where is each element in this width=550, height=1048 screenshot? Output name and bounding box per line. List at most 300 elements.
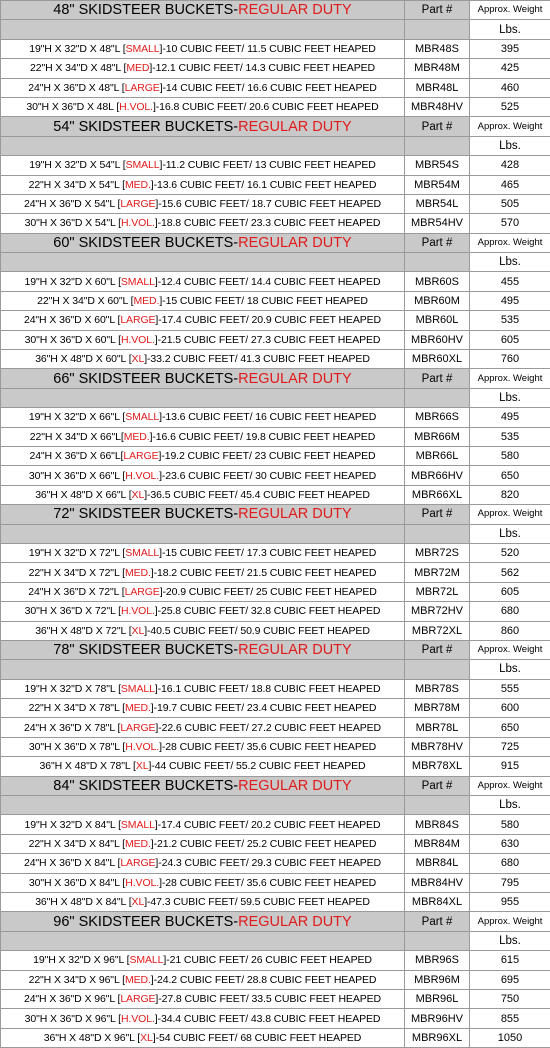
bucket-description	[1, 175, 405, 194]
part-number: MBR78XL	[405, 757, 470, 776]
section-title	[1, 369, 405, 388]
table-row	[1, 873, 550, 892]
part-number: MBR78S	[405, 679, 470, 698]
table-row	[1, 951, 550, 970]
bucket-dimensions: 30"H X 36"D X 48L [	[26, 101, 119, 113]
table-row	[1, 1028, 550, 1047]
blank-cell	[1, 931, 405, 950]
table-row	[1, 757, 550, 776]
bucket-capacity: ]-14 CUBIC FEET/ 16.6 CUBIC FEET HEAPED	[160, 82, 377, 94]
part-number: MBR84HV	[405, 873, 470, 892]
section-title	[1, 912, 405, 931]
section-unit-row	[1, 524, 550, 543]
section-header-row	[1, 912, 550, 931]
weight-unit-label: Lbs.	[470, 524, 550, 543]
bucket-dimensions: 30"H X 36"D X 54"L [	[25, 217, 121, 229]
part-number-header: Part #	[405, 776, 470, 795]
weight-header: Approx. Weight	[470, 117, 550, 136]
section-header-row	[1, 117, 550, 136]
bucket-size-class: H.VOL.	[121, 217, 155, 229]
bucket-capacity: ]-18.2 CUBIC FEET/ 21.5 CUBIC FEET HEAPED	[151, 567, 377, 579]
bucket-size-class: MED.	[125, 567, 151, 579]
bucket-capacity: ]-13.6 CUBIC FEET/ 16 CUBIC FEET HEAPED	[159, 411, 376, 423]
section-title-duty: REGULAR DUTY	[238, 642, 352, 658]
bucket-size-class: MED.	[125, 179, 151, 191]
table-row	[1, 427, 550, 446]
bucket-capacity: ]-47.3 CUBIC FEET/ 59.5 CUBIC FEET HEAPED	[144, 896, 370, 908]
part-number-header: Part #	[405, 640, 470, 659]
bucket-capacity: ]-12.1 CUBIC FEET/ 14.3 CUBIC FEET HEAPED	[149, 62, 375, 74]
bucket-description	[1, 854, 405, 873]
bucket-size-class: H.VOL.	[121, 1013, 155, 1025]
bucket-capacity: ]-54 CUBIC FEET/ 68 CUBIC FEET HEAPED	[153, 1032, 362, 1044]
blank-cell	[1, 796, 405, 815]
bucket-capacity: ]-40.5 CUBIC FEET/ 50.9 CUBIC FEET HEAPED	[144, 625, 370, 637]
bucket-size-class: MED.	[125, 974, 151, 986]
bucket-size-class: SMALL	[125, 547, 159, 559]
part-number: MBR60XL	[405, 350, 470, 369]
bucket-dimensions: 36"H X 48"D X 84"L [	[35, 896, 131, 908]
table-row	[1, 892, 550, 911]
bucket-dimensions: 36"H X 48"D X 60"L [	[35, 353, 131, 365]
table-row	[1, 854, 550, 873]
bucket-capacity: ]-23.6 CUBIC FEET/ 30 CUBIC FEET HEAPED	[159, 470, 376, 482]
table-row	[1, 679, 550, 698]
bucket-size-class: H.VOL.	[121, 605, 155, 617]
approx-weight: 495	[470, 408, 550, 427]
approx-weight: 395	[470, 39, 550, 58]
part-number: MBR60HV	[405, 330, 470, 349]
bucket-capacity: ]-17.4 CUBIC FEET/ 20.2 CUBIC FEET HEAPED	[155, 819, 381, 831]
blank-cell	[405, 524, 470, 543]
weight-unit-label: Lbs.	[470, 660, 550, 679]
approx-weight: 860	[470, 621, 550, 640]
section-unit-row	[1, 136, 550, 155]
bucket-dimensions: 19"H X 32"D X 96"L [	[33, 954, 129, 966]
part-number-header: Part #	[405, 505, 470, 524]
bucket-description	[1, 989, 405, 1008]
bucket-size-class: H.VOL.	[119, 101, 153, 113]
section-header-row	[1, 640, 550, 659]
part-number: MBR96XL	[405, 1028, 470, 1047]
table-row	[1, 970, 550, 989]
approx-weight: 725	[470, 737, 550, 756]
bucket-dimensions: 30"H X 36"D X 60"L [	[25, 334, 121, 346]
bucket-size-class: LARGE	[125, 586, 160, 598]
section-title-duty: REGULAR DUTY	[238, 914, 352, 930]
bucket-capacity: ]-15 CUBIC FEET/ 18 CUBIC FEET HEAPED	[159, 295, 368, 307]
approx-weight: 562	[470, 563, 550, 582]
bucket-description	[1, 834, 405, 853]
bucket-capacity: ]-16.8 CUBIC FEET/ 20.6 CUBIC FEET HEAPED	[153, 101, 379, 113]
approx-weight: 855	[470, 1009, 550, 1028]
table-row	[1, 602, 550, 621]
part-number: MBR72HV	[405, 602, 470, 621]
part-number: MBR96S	[405, 951, 470, 970]
table-row	[1, 59, 550, 78]
part-number: MBR78L	[405, 718, 470, 737]
table-row	[1, 1009, 550, 1028]
bucket-description	[1, 427, 405, 446]
bucket-description	[1, 757, 405, 776]
bucket-description	[1, 194, 405, 213]
approx-weight: 750	[470, 989, 550, 1008]
bucket-size-class: XL	[132, 896, 145, 908]
approx-weight: 465	[470, 175, 550, 194]
blank-cell	[405, 796, 470, 815]
approx-weight: 555	[470, 679, 550, 698]
part-number: MBR48HV	[405, 97, 470, 116]
bucket-dimensions: 36"H X 48"D X 72"L [	[35, 625, 131, 637]
bucket-capacity: ]-15 CUBIC FEET/ 17.3 CUBIC FEET HEAPED	[159, 547, 376, 559]
bucket-dimensions: 36"H X 48"D X 78"L [	[39, 760, 135, 772]
blank-cell	[1, 253, 405, 272]
section-unit-row	[1, 20, 550, 39]
approx-weight: 580	[470, 815, 550, 834]
bucket-dimensions: 24"H X 36"D X 54"L [	[24, 198, 120, 210]
bucket-dimensions: 19"H X 32"D X 54"L [	[29, 159, 125, 171]
approx-weight: 1050	[470, 1028, 550, 1047]
section-header-row	[1, 233, 550, 252]
bucket-size-class: H.VOL.	[125, 877, 159, 889]
part-number: MBR96HV	[405, 1009, 470, 1028]
bucket-description	[1, 1009, 405, 1028]
part-number: MBR48S	[405, 39, 470, 58]
weight-unit-label: Lbs.	[470, 253, 550, 272]
part-number: MBR96M	[405, 970, 470, 989]
blank-cell	[405, 253, 470, 272]
bucket-size-class: LARGE	[125, 82, 160, 94]
table-row	[1, 563, 550, 582]
table-row	[1, 621, 550, 640]
bucket-description	[1, 156, 405, 175]
section-title	[1, 117, 405, 136]
section-title	[1, 505, 405, 524]
bucket-capacity: ]-36.5 CUBIC FEET/ 45.4 CUBIC FEET HEAPED	[144, 489, 370, 501]
bucket-description	[1, 873, 405, 892]
bucket-capacity: ]-21.5 CUBIC FEET/ 27.3 CUBIC FEET HEAPED	[155, 334, 381, 346]
part-number: MBR54M	[405, 175, 470, 194]
bucket-size-class: LARGE	[120, 722, 155, 734]
bucket-capacity: ]-20.9 CUBIC FEET/ 25 CUBIC FEET HEAPED	[160, 586, 377, 598]
approx-weight: 760	[470, 350, 550, 369]
part-number: MBR66XL	[405, 485, 470, 504]
blank-cell	[1, 388, 405, 407]
part-number: MBR78M	[405, 699, 470, 718]
bucket-capacity: ]-33.2 CUBIC FEET/ 41.3 CUBIC FEET HEAPED	[144, 353, 370, 365]
bucket-capacity: ]-19.2 CUBIC FEET/ 23 CUBIC FEET HEAPED	[158, 450, 375, 462]
bucket-capacity: ]-21.2 CUBIC FEET/ 25.2 CUBIC FEET HEAPED	[151, 838, 377, 850]
approx-weight: 605	[470, 582, 550, 601]
bucket-description	[1, 718, 405, 737]
bucket-dimensions: 22"H X 34"D X 96"L [	[29, 974, 125, 986]
bucket-description	[1, 291, 405, 310]
approx-weight: 915	[470, 757, 550, 776]
table-row	[1, 485, 550, 504]
approx-weight: 455	[470, 272, 550, 291]
part-number-header: Part #	[405, 1, 470, 20]
bucket-size-class: H.VOL.	[125, 470, 159, 482]
table-row	[1, 815, 550, 834]
part-number: MBR84S	[405, 815, 470, 834]
approx-weight: 695	[470, 970, 550, 989]
bucket-capacity: ]-24.3 CUBIC FEET/ 29.3 CUBIC FEET HEAPED	[155, 857, 381, 869]
bucket-dimensions: 19"H X 32"D X 72"L [	[29, 547, 125, 559]
table-row	[1, 543, 550, 562]
approx-weight: 615	[470, 951, 550, 970]
bucket-size-class: MED.	[125, 838, 151, 850]
bucket-size-class: SMALL	[126, 159, 160, 171]
bucket-size-class: XL	[132, 353, 145, 365]
section-title-duty: REGULAR DUTY	[238, 2, 352, 18]
table-row	[1, 97, 550, 116]
bucket-dimensions: 22"H X 34"D X 66"L[	[30, 431, 124, 443]
weight-header: Approx. Weight	[470, 640, 550, 659]
bucket-dimensions: 19"H X 32"D X 60"L [	[25, 276, 121, 288]
bucket-dimensions: 24"H X 36"D X 96"L [	[24, 993, 120, 1005]
bucket-capacity: ]-19.7 CUBIC FEET/ 23.4 CUBIC FEET HEAPED	[151, 702, 377, 714]
section-title-duty: REGULAR DUTY	[238, 506, 352, 522]
table-row	[1, 582, 550, 601]
part-number: MBR60S	[405, 272, 470, 291]
bucket-dimensions: 22"H X 34"D X 48"L [	[30, 62, 126, 74]
bucket-capacity: ]-24.2 CUBIC FEET/ 28.8 CUBIC FEET HEAPED	[151, 974, 377, 986]
bucket-size-class: H.VOL.	[121, 334, 155, 346]
bucket-capacity: ]-13.6 CUBIC FEET/ 16.1 CUBIC FEET HEAPED	[151, 179, 377, 191]
part-number: MBR60M	[405, 291, 470, 310]
approx-weight: 650	[470, 466, 550, 485]
section-title-duty: REGULAR DUTY	[238, 119, 352, 135]
bucket-capacity: ]-28 CUBIC FEET/ 35.6 CUBIC FEET HEAPED	[159, 741, 376, 753]
part-number: MBR54L	[405, 194, 470, 213]
table-row	[1, 408, 550, 427]
bucket-description	[1, 214, 405, 233]
table-body	[1, 1, 550, 1048]
table-row	[1, 272, 550, 291]
table-row	[1, 834, 550, 853]
part-number: MBR72L	[405, 582, 470, 601]
bucket-size-class: LARGE	[123, 450, 158, 462]
approx-weight: 460	[470, 78, 550, 97]
approx-weight: 630	[470, 834, 550, 853]
section-unit-row	[1, 660, 550, 679]
bucket-dimensions: 24"H X 36"D X 84"L [	[24, 857, 120, 869]
part-number: MBR72M	[405, 563, 470, 582]
section-header-row	[1, 1, 550, 20]
bucket-description	[1, 563, 405, 582]
part-number: MBR66HV	[405, 466, 470, 485]
section-header-row	[1, 776, 550, 795]
bucket-description	[1, 951, 405, 970]
bucket-dimensions: 36"H X 48"D X 96"L [	[44, 1032, 140, 1044]
section-unit-row	[1, 388, 550, 407]
approx-weight: 820	[470, 485, 550, 504]
section-header-row	[1, 369, 550, 388]
section-title-size: 96" SKIDSTEER BUCKETS-	[53, 914, 238, 930]
blank-cell	[1, 136, 405, 155]
bucket-size-class: SMALL	[129, 954, 163, 966]
table-row	[1, 699, 550, 718]
approx-weight: 605	[470, 330, 550, 349]
bucket-dimensions: 30"H X 36"D X 72"L [	[25, 605, 121, 617]
bucket-size-class: MED.	[134, 295, 160, 307]
section-unit-row	[1, 796, 550, 815]
section-title-size: 78" SKIDSTEER BUCKETS-	[53, 642, 238, 658]
part-number: MBR72XL	[405, 621, 470, 640]
blank-cell	[405, 20, 470, 39]
approx-weight: 535	[470, 311, 550, 330]
weight-header: Approx. Weight	[470, 505, 550, 524]
weight-unit-label: Lbs.	[470, 931, 550, 950]
blank-cell	[405, 660, 470, 679]
bucket-size-class: LARGE	[120, 857, 155, 869]
part-number: MBR66S	[405, 408, 470, 427]
weight-unit-label: Lbs.	[470, 388, 550, 407]
bucket-dimensions: 22"H X 34"D X 72"L [	[29, 567, 125, 579]
bucket-dimensions: 30"H X 36"D X 78"L [	[29, 741, 125, 753]
bucket-size-class: XL	[132, 489, 145, 501]
approx-weight: 495	[470, 291, 550, 310]
bucket-dimensions: 36"H X 48"D X 66"L [	[35, 489, 131, 501]
part-number: MBR84L	[405, 854, 470, 873]
weight-header: Approx. Weight	[470, 1, 550, 20]
section-title-duty: REGULAR DUTY	[238, 235, 352, 251]
bucket-dimensions: 19"H X 32"D X 66"L [	[29, 411, 125, 423]
part-number: MBR48M	[405, 59, 470, 78]
bucket-description	[1, 737, 405, 756]
section-title-size: 54" SKIDSTEER BUCKETS-	[53, 119, 238, 135]
table-row	[1, 194, 550, 213]
section-title-size: 66" SKIDSTEER BUCKETS-	[53, 371, 238, 387]
table-row	[1, 330, 550, 349]
bucket-capacity: ]-16.1 CUBIC FEET/ 18.8 CUBIC FEET HEAPED	[155, 683, 381, 695]
bucket-description	[1, 699, 405, 718]
bucket-size-class: LARGE	[120, 993, 155, 1005]
table-row	[1, 989, 550, 1008]
weight-unit-label: Lbs.	[470, 20, 550, 39]
approx-weight: 505	[470, 194, 550, 213]
bucket-capacity: ]-10 CUBIC FEET/ 11.5 CUBIC FEET HEAPED	[160, 43, 376, 55]
bucket-capacity: ]-16.6 CUBIC FEET/ 19.8 CUBIC FEET HEAPED	[150, 431, 376, 443]
approx-weight: 680	[470, 602, 550, 621]
bucket-capacity: ]-15.6 CUBIC FEET/ 18.7 CUBIC FEET HEAPED	[155, 198, 381, 210]
part-number-header: Part #	[405, 117, 470, 136]
bucket-size-class: MED.	[125, 702, 151, 714]
bucket-description	[1, 543, 405, 562]
bucket-capacity: ]-17.4 CUBIC FEET/ 20.9 CUBIC FEET HEAPED	[155, 314, 381, 326]
approx-weight: 535	[470, 427, 550, 446]
table-row	[1, 311, 550, 330]
bucket-dimensions: 24"H X 36"D X 48"L [	[28, 82, 124, 94]
bucket-description	[1, 602, 405, 621]
bucket-size-class: SMALL	[126, 43, 160, 55]
table-row	[1, 156, 550, 175]
weight-header: Approx. Weight	[470, 369, 550, 388]
bucket-capacity: ]-27.8 CUBIC FEET/ 33.5 CUBIC FEET HEAPED	[155, 993, 381, 1005]
part-number: MBR66L	[405, 446, 470, 465]
approx-weight: 795	[470, 873, 550, 892]
approx-weight: 425	[470, 59, 550, 78]
blank-cell	[405, 136, 470, 155]
bucket-dimensions: 30"H X 36"D X 66"L [	[29, 470, 125, 482]
bucket-capacity: ]-21 CUBIC FEET/ 26 CUBIC FEET HEAPED	[163, 954, 372, 966]
weight-unit-label: Lbs.	[470, 136, 550, 155]
bucket-dimensions: 22"H X 34"D X 78"L [	[29, 702, 125, 714]
blank-cell	[405, 931, 470, 950]
bucket-dimensions: 22"H X 34"D X 54"L [	[29, 179, 125, 191]
blank-cell	[1, 20, 405, 39]
bucket-capacity: ]-18.8 CUBIC FEET/ 23.3 CUBIC FEET HEAPED	[155, 217, 381, 229]
part-number: MBR54HV	[405, 214, 470, 233]
bucket-dimensions: 30"H X 36"D X 96"L [	[25, 1013, 121, 1025]
bucket-dimensions: 24"H X 36"D X 78"L [	[24, 722, 120, 734]
bucket-dimensions: 24"H X 36"D X 66"L[	[29, 450, 123, 462]
bucket-capacity: ]-22.6 CUBIC FEET/ 27.2 CUBIC FEET HEAPED	[155, 722, 381, 734]
bucket-description	[1, 1028, 405, 1047]
part-number: MBR78HV	[405, 737, 470, 756]
bucket-dimensions: 22"H X 34"D X 84"L [	[29, 838, 125, 850]
table-row	[1, 214, 550, 233]
approx-weight: 520	[470, 543, 550, 562]
bucket-size-class: XL	[136, 760, 149, 772]
table-row	[1, 78, 550, 97]
part-number: MBR54S	[405, 156, 470, 175]
table-row	[1, 175, 550, 194]
bucket-dimensions: 24"H X 36"D X 60"L [	[24, 314, 120, 326]
bucket-description	[1, 582, 405, 601]
bucket-capacity: ]-34.4 CUBIC FEET/ 43.8 CUBIC FEET HEAPED	[155, 1013, 381, 1025]
bucket-size-class: LARGE	[120, 198, 155, 210]
section-title-size: 72" SKIDSTEER BUCKETS-	[53, 506, 238, 522]
section-title-duty: REGULAR DUTY	[238, 778, 352, 794]
blank-cell	[1, 660, 405, 679]
weight-header: Approx. Weight	[470, 233, 550, 252]
bucket-description	[1, 78, 405, 97]
section-title-size: 84" SKIDSTEER BUCKETS-	[53, 778, 238, 794]
bucket-size-class: SMALL	[121, 683, 155, 695]
part-number-header: Part #	[405, 912, 470, 931]
approx-weight: 680	[470, 854, 550, 873]
bucket-description	[1, 815, 405, 834]
approx-weight: 650	[470, 718, 550, 737]
bucket-description	[1, 311, 405, 330]
bucket-size-class: H.VOL.	[125, 741, 159, 753]
section-unit-row	[1, 931, 550, 950]
bucket-size-class: XL	[140, 1032, 153, 1044]
bucket-capacity: ]-25.8 CUBIC FEET/ 32.8 CUBIC FEET HEAPED	[155, 605, 381, 617]
part-number: MBR48L	[405, 78, 470, 97]
bucket-description	[1, 892, 405, 911]
part-number: MBR96L	[405, 989, 470, 1008]
table-row	[1, 446, 550, 465]
bucket-capacity: ]-44 CUBIC FEET/ 55.2 CUBIC FEET HEAPED	[148, 760, 365, 772]
bucket-description	[1, 408, 405, 427]
part-number: MBR84XL	[405, 892, 470, 911]
bucket-description	[1, 466, 405, 485]
table-row	[1, 291, 550, 310]
section-title-size: 60" SKIDSTEER BUCKETS-	[53, 235, 238, 251]
bucket-description	[1, 59, 405, 78]
bucket-description	[1, 97, 405, 116]
part-number-header: Part #	[405, 369, 470, 388]
table-row	[1, 350, 550, 369]
part-number: MBR66M	[405, 427, 470, 446]
part-number: MBR84M	[405, 834, 470, 853]
bucket-description	[1, 679, 405, 698]
weight-header: Approx. Weight	[470, 776, 550, 795]
blank-cell	[1, 524, 405, 543]
section-title	[1, 776, 405, 795]
